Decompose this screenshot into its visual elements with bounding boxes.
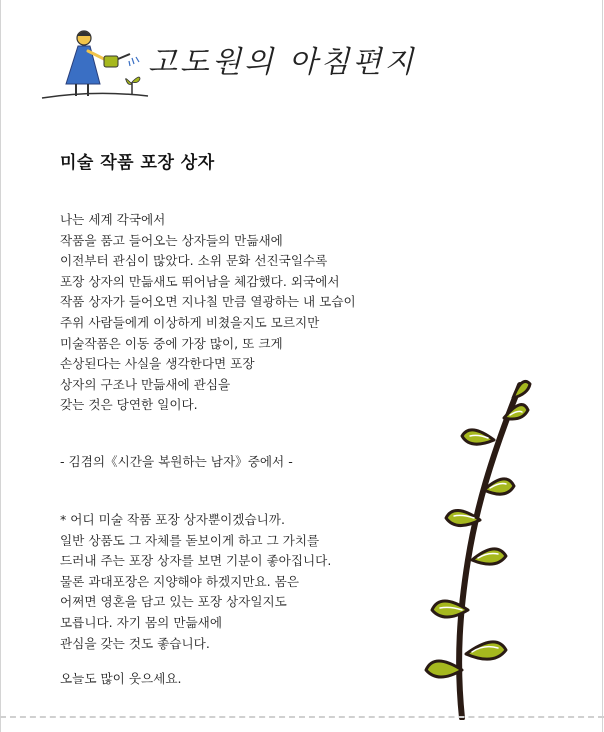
comment-line: 관심을 갖는 것도 좋습니다. <box>60 635 210 651</box>
newsletter-title: 고도원의 아침편지 <box>148 45 417 80</box>
comment-line: 일반 상품도 그 자체를 돋보이게 하고 그 가치를 <box>60 532 320 548</box>
comment-line: 드러내 주는 포장 상자를 보면 기분이 좋아집니다. <box>60 553 332 569</box>
bottom-divider <box>0 716 604 718</box>
quote-line: 이전부터 관심이 많았다. 소위 문화 선진국일수록 <box>60 253 328 269</box>
watering-person-logo-icon <box>40 24 150 104</box>
comment-line: 어쩌면 영혼을 담고 있는 포장 상자일지도 <box>60 594 287 610</box>
quote-line: 포장 상자의 만듦새도 뛰어남을 체감했다. 외국에서 <box>60 273 340 289</box>
comment-line: 모릅니다. 자기 몸의 만듦새에 <box>60 614 222 630</box>
comment-paragraph <box>60 510 420 654</box>
quote-line: 작품을 품고 들어오는 상자들의 만듦새에 <box>60 232 283 248</box>
comment-line: * 어디 미술 작품 포장 상자뿐이겠습니까. <box>60 512 285 527</box>
closing-line: 오늘도 많이 웃으세요. <box>60 671 182 686</box>
quote-line: 미술작품은 이동 중에 가장 많이, 또 크게 <box>60 335 283 351</box>
quote-line: 상자의 구조나 만듦새에 관심을 <box>60 376 231 392</box>
quote-line: 손상된다는 사실을 생각한다면 포장 <box>60 356 255 372</box>
quote-line: 나는 세계 각국에서 <box>60 212 166 227</box>
quote-line: 작품 상자가 들어오면 지나칠 만큼 열광하는 내 모습이 <box>60 294 356 310</box>
quote-line: 갖는 것은 당연한 일이다. <box>60 397 198 413</box>
quote-source: - 김겸의《시간을 복원하는 남자》중에서 - <box>60 454 293 469</box>
quote-line: 주위 사람들에게 이상하게 비쳤을지도 모르지만 <box>60 314 320 330</box>
article-heading: 미술 작품 포장 상자 <box>60 153 215 173</box>
comment-line: 물론 과대포장은 지양해야 하겠지만요. 몸은 <box>60 573 299 589</box>
vine-plant-icon <box>410 370 540 720</box>
quote-paragraph <box>60 210 420 416</box>
